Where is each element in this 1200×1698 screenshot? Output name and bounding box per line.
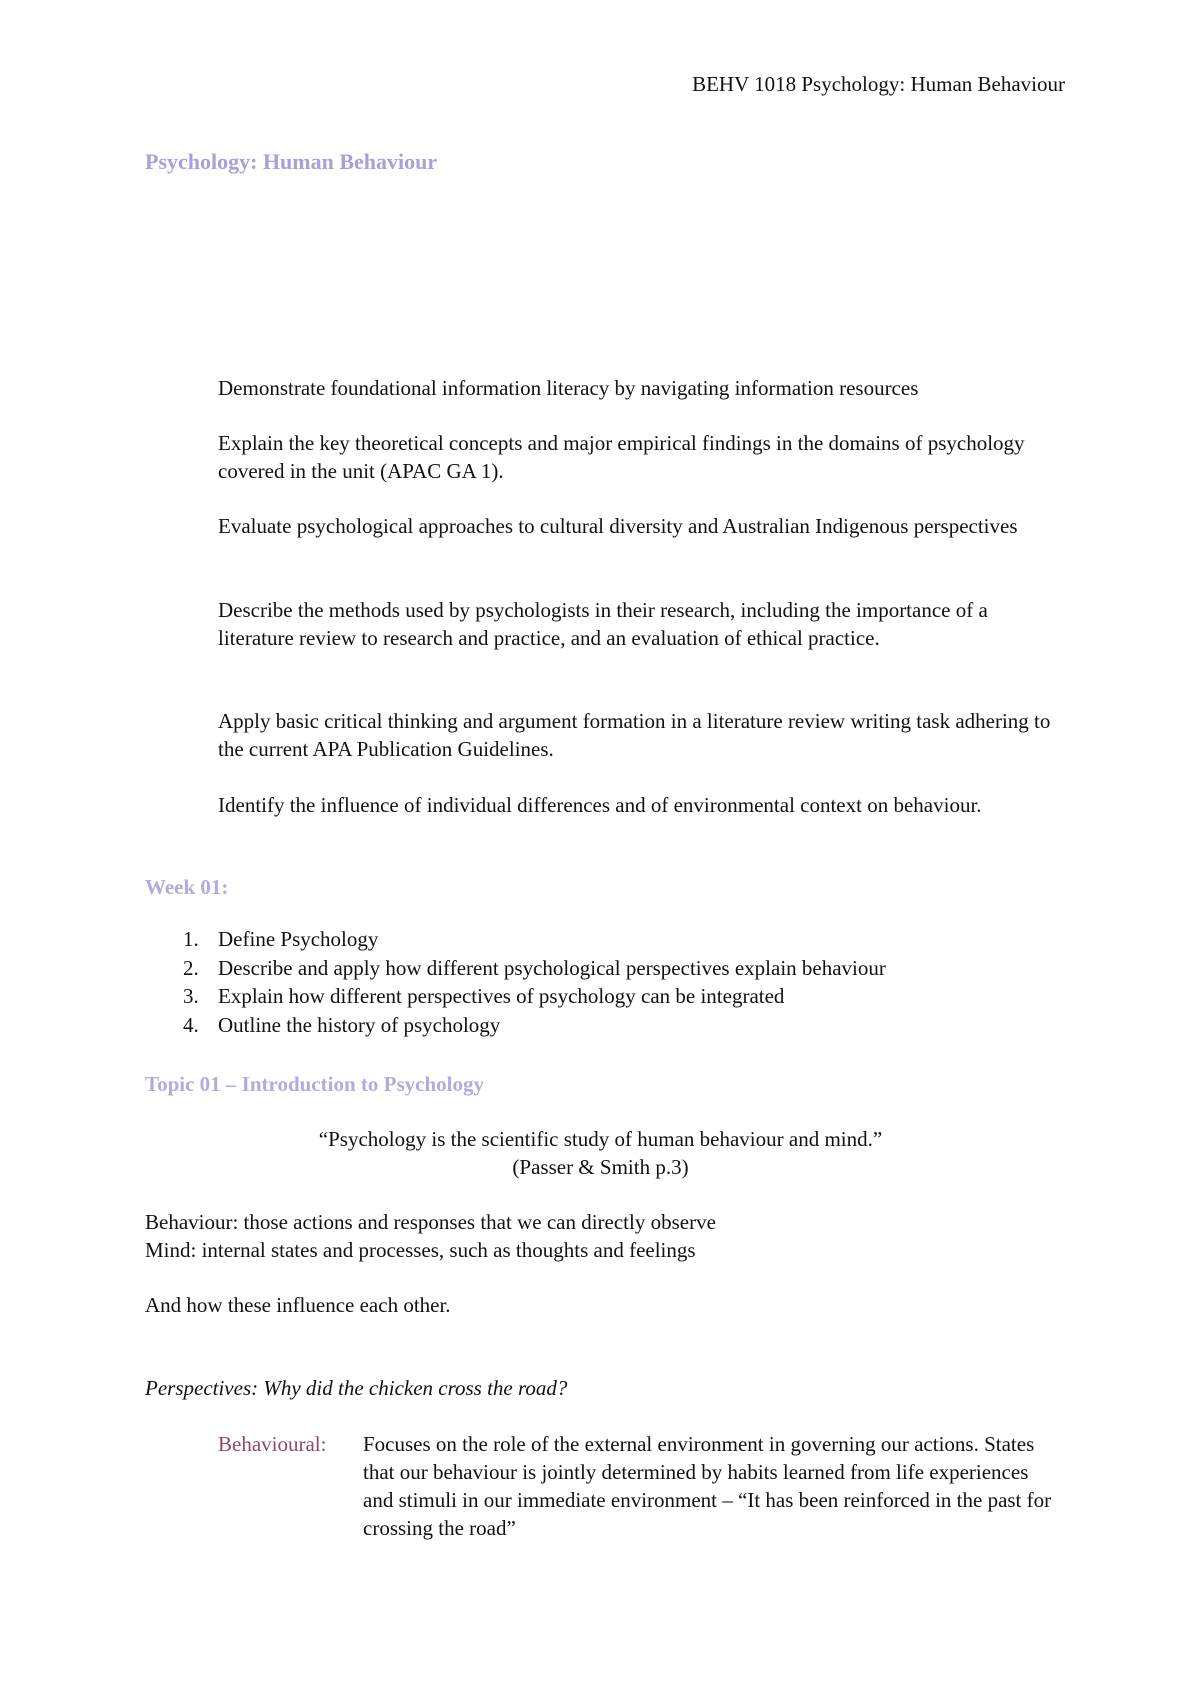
week-heading: Week 01: <box>145 875 229 899</box>
perspectives-heading: Perspectives: Why did the chicken cross the road? <box>145 1376 568 1400</box>
perspective-label: Behavioural: <box>218 1432 327 1456</box>
list-item <box>183 1011 1063 1040</box>
list-number: 1. <box>183 927 199 951</box>
learning-outcome: Describe the methods used by psychologists in their research, including the importance of a literature review to research and practice, and an evaluation of ethical practice. <box>218 598 988 650</box>
learning-outcome: Apply basic critical thinking and argument formation in a literature review writing task adhering to the current APA Publication Guidelines. <box>218 709 1051 761</box>
quote-citation: (Passer & Smith p.3) <box>512 1155 689 1179</box>
list-text: Outline the history of psychology <box>218 1012 501 1037</box>
document-title: Psychology: Human Behaviour <box>145 149 438 174</box>
definition-quote: “Psychology is the scientific study of human behaviour and mind.” <box>318 1127 883 1151</box>
running-header: BEHV 1018 Psychology: Human Behaviour <box>692 72 1065 96</box>
learning-outcome: Explain the key theoretical concepts and major empirical findings in the domains of psychology covered in the unit (APAC GA 1). <box>218 431 1025 483</box>
behaviour-definition: Behaviour: those actions and responses that we can directly observe <box>145 1210 716 1234</box>
list-text: Describe and apply how different psychological perspectives explain behaviour <box>218 955 886 980</box>
week-objectives-list <box>183 925 1063 1039</box>
list-number: 3. <box>183 984 199 1008</box>
topic-heading: Topic 01 – Introduction to Psychology <box>145 1072 484 1096</box>
learning-outcome: Identify the influence of individual differences and of environmental context on behaviour. <box>218 793 982 817</box>
list-item <box>183 925 1063 954</box>
list-item <box>183 982 1063 1011</box>
list-item <box>183 954 1063 983</box>
interaction-note: And how these influence each other. <box>145 1293 451 1317</box>
perspective-description: Focuses on the role of the external environment in governing our actions. States that our behaviour is jointly determined by habits learned from life experiences and stimuli in our immediate environment – “It has been reinforced in the past for crossing the road” <box>363 1432 1052 1540</box>
mind-definition: Mind: internal states and processes, such as thoughts and feelings <box>145 1238 696 1262</box>
list-text: Explain how different perspectives of psychology can be integrated <box>218 984 785 1008</box>
list-number: 4. <box>183 1012 199 1037</box>
list-text: Define Psychology <box>218 927 379 951</box>
list-number: 2. <box>183 955 199 980</box>
learning-outcome: Evaluate psychological approaches to cultural diversity and Australian Indigenous perspectives <box>218 514 1018 538</box>
learning-outcome: Demonstrate foundational information literacy by navigating information resources <box>218 376 919 400</box>
